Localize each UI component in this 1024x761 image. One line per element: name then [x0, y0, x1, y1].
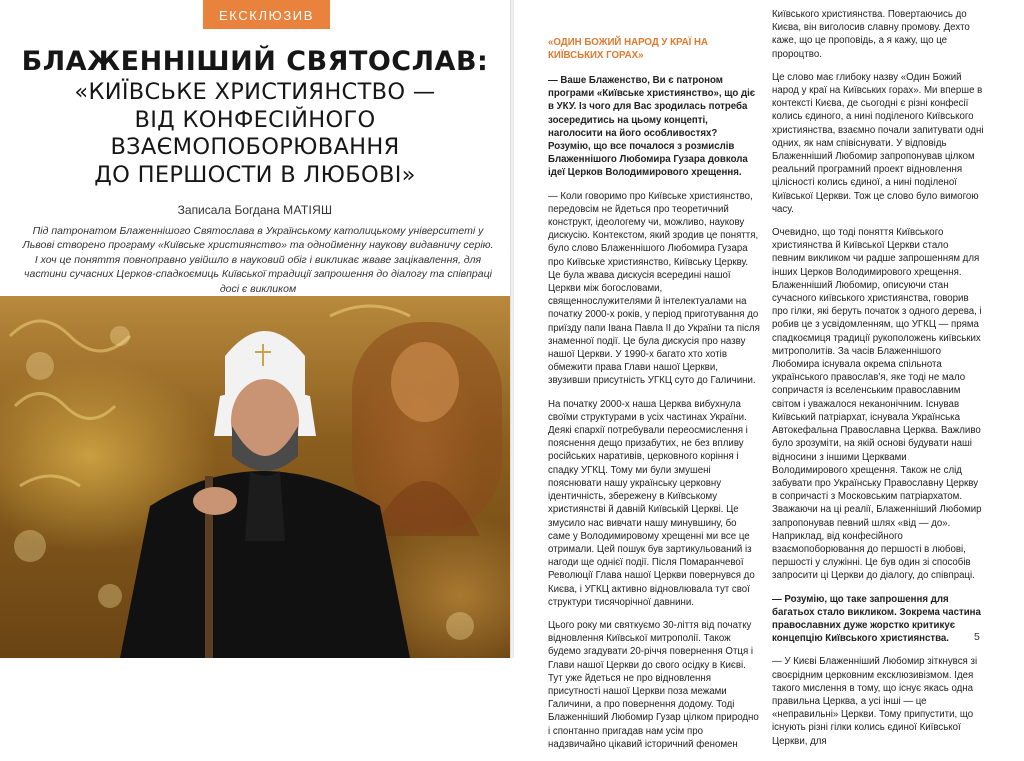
lead-paragraph: Під патронатом Блаженнішого Святослава в Українському католицькому університеті у Львові створено програму «Київське християнство» та однойменну наукову видавничу серію. І хоч це поняття повноправно увійшло в науковий обіг і викликає жваве зацікавлення, для частини сучасних Церков-спадкоємиць Київської традиції запрошення до діалогу та співпраці досі є викликом: [22, 225, 494, 295]
byline: [0, 203, 510, 217]
body-paragraph: — У Києві Блаженніший Любомир зіткнувся зі своєрідним церковним ексклюзивізмом. Ідея такого мислення в тому, що існує якась одна правильна Церква, а усі інші — це «неправильні» Церкви. Тому припустити, що існують різні гілки колись єдиної Київської Церкви, для: [772, 656, 978, 747]
body-paragraph: Це слово має глибоку назву «Один Божий народ у краї на Київських горах». Ми вперше в контексті Києва, де сьогодні є різні конфесії колись єдиного, а нині поділеного Київського християнства, взаємно почали запитувати одні одних, як нам співіснувати. У відповідь Блаженніший Любомир запропонував цілком реальний програмний проект відновлення цілісності колись єдиної, а нині поділеної Київської Церкви. Тож це слово було вимогою часу.: [772, 71, 984, 215]
body-paragraph: Київського християнства. Повертаючись до Києва, він виголосив славну промову. Дехто каже, що це проповідь, а я кажу, що це пророцтво.: [772, 9, 970, 60]
text-column-2: [772, 8, 984, 758]
headline-name: БЛАЖЕННІШИЙ СВЯТОСЛАВ:: [21, 46, 489, 77]
page-number: 5: [974, 631, 980, 643]
section-tag: ЕКСКЛЮЗИВ: [203, 0, 330, 29]
subheading: «ОДИН БОЖИЙ НАРОД У КРАЇ НА КИЇВСЬКИХ ГОРАХ»: [548, 37, 709, 61]
text-column-1: [548, 37, 760, 761]
right-page: [514, 0, 1024, 750]
interview-question: — Ваше Блаженство, Ви є патроном програми «Київське християнство», що діє в УКУ. Із чого для Вас зродилась потреба зосередитись на цьому концепті, наголосити на його особливостях? Розумію, що все почалося з розмислів Блаженнішого Любомира Гузара довкола ідеї Церков Володимирового хрещення.: [548, 75, 756, 179]
photo-illustration: [0, 296, 510, 658]
body-paragraph: — Коли говоримо про Київське християнство, передовсім не йдеться про теоретичний конструкт, ідеологему чи, можливо, наукову дискусію. Контекстом, який зродив це поняття, було слово Блаженнішого Любомира Гузара про Київське християнство, Київську Церкву. Це була жвава дискусія всередині нашої Церкви між богословами, священнослужителями й інтелектуалами на початку 2000-х років, у період приготування до приїзду папи Івана Павла II до України та після знаменної події. Це була дискусія про назву нашої Церкви. У 1990-х багато хто хотів обмежити права Глави нашої Церкви, звузивши присутність УГКЦ суто до Галичини.: [548, 190, 760, 387]
body-paragraph: На початку 2000-х наша Церква вибухнула своїми структурами в усіх частинах України. Деякі єпархії потребували переосмислення і пояснення дещо призабутих, не без впливу російських наративів, церковного коріння і спадку УГКЦ. Тому ми були змушені пояснювати нашу українську церковну ідентичність, збережену в Київському християнстві й давній Київській Церкві. Це змусило нас вивчати нашу минувшину, бо саме у Володимировому хрещенні ми все це отримали. Цей пошук був зартикульований із нагоди ще однієї події. Після Помаранчевої Революції Глава нашої Церкви повернувся до Києва, і УГКЦ активно відновлювала тут свої структури тисячорічної давнини.: [548, 398, 755, 608]
headline-line: «КИЇВСЬКЕ ХРИСТИЯНСТВО —: [74, 79, 436, 105]
headline-line: ДО ПЕРШОСТИ В ЛЮБОВІ»: [94, 161, 416, 188]
headline-line: ВЗАЄМОПОБОРЮВАННЯ: [110, 134, 400, 160]
interview-question: — Розумію, що таке запрошення для багатьох стало викликом. Зокрема частина православних дуже жорстко критикує концепцію Київського християнства.: [772, 593, 981, 645]
cover-photo: [0, 296, 510, 658]
headline-line: ВІД КОНФЕСІЙНОГО: [134, 106, 376, 133]
article-headline: [0, 46, 510, 188]
byline-surname: МАТІЯШ: [283, 203, 333, 217]
byline-prefix: Записала Богдана: [177, 203, 284, 217]
body-paragraph: Цього року ми святкуємо 30-ліття від початку відновлення Київської митрополії. Також будемо згадувати 20-річчя повернення Отця і Глави нашої Церкви до свого осідку в Києві. Тут уже йдеться не про відновлення присутності нашої Церкви поза межами Галичини, а про повернення додому. Тоді Блаженніший Любомир Гузар цілком природно і спонтанно пригадав нам усім про надзвичайно цікавий історичний феномен: [548, 619, 759, 750]
body-paragraph: Очевидно, що тоді поняття Київського християнства й Київської Церкви стало певним викликом чи радше запрошенням для інших Церков Володимирового хрещення. Блаженніший Любомир, описуючи стан сучасного київського християнства, говорив про гілки, які беруть початок з одного дерева, і робив це з усвідомленням, що УГКЦ — пряма спадкоємиця традиції рукоположень київських митрополитів. За часів Блаженнішого Любомира існувала окрема спільнота українського православ'я, яке тоді не мало сопричастя із вселенським православним світом і уважалося неканонічним. Існував Київський патріархат, існувала Українська Автокефальна Православна Церква. Важливо було зрозуміти, на якій основі будувати наші відносини з іншими Церквами Володимирового хрещення. Також не слід забувати про Українську Православну Церкву в сопричасті з Московським патріархатом. Зважаючи на ці реалії, Блаженніший Любомир запропонував певний шлях «від — до». Наприклад, від конфесійного взаємопоборювання до першості в любові, першості у служінні. Це був один зі способів запросити ці Церкви до діалогу, до співпраці.: [772, 227, 982, 582]
left-page: [0, 0, 510, 658]
